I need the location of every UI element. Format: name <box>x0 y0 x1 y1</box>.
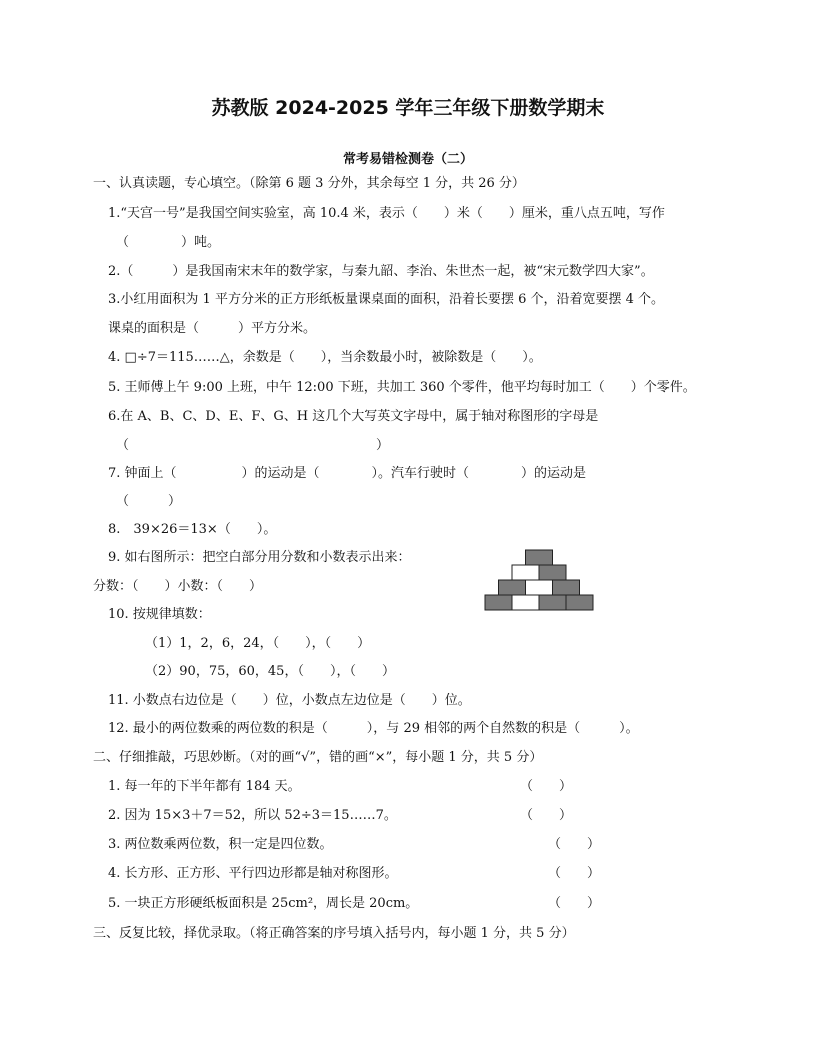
pyramid-brick-white <box>526 580 553 595</box>
q2-line: 2.（ ）是我国南宋末年的数学家，与秦九韶、李治、朱世杰一起，被“宋元数学四大家”。 <box>108 264 654 279</box>
judge-blank-1: （ ） <box>520 779 573 794</box>
q9-line1: 9. 如右图所示：把空白部分用分数和小数表示出来： <box>108 550 411 565</box>
q10-part1: （1）1，2，6，24，（ ），（ ） <box>145 636 371 651</box>
judge-blank-5: （ ） <box>548 896 601 911</box>
q8-line: 8. 39×26＝13×（ ）。 <box>108 522 277 537</box>
q4-line: 4. □÷7＝115……△，余数是（ ），当余数最小时，被除数是（ ）。 <box>108 350 542 365</box>
pyramid-brick-filled <box>566 595 593 610</box>
q10-part2: （2）90，75，60，45，（ ），（ ） <box>145 664 395 679</box>
q1-line1: 1.“天宫一号”是我国空间实验室，高 10.4 米，表示（ ）米（ ）厘米，重八点五吨，写作 <box>108 206 665 221</box>
judge-blank-4: （ ） <box>548 866 601 881</box>
judge-item-1: 1. 每一年的下半年都有 184 天。 <box>108 779 301 794</box>
q12-line: 12. 最小的两位数乘的两位数的积是（ ），与 29 相邻的两个自然数的积是（ ）。 <box>108 721 639 736</box>
pyramid-brick-filled <box>539 565 566 580</box>
q6-line2: （ ） <box>116 438 390 453</box>
judge-item-4: 4. 长方形、正方形、平行四边形都是轴对称图形。 <box>108 866 398 881</box>
judge-item-2: 2. 因为 15×3＋7＝52，所以 52÷3＝15……7。 <box>108 808 397 823</box>
pyramid-brick-filled <box>553 580 580 595</box>
q5-line: 5. 王师傅上午 9:00 上班，中午 12:00 下班，共加工 360 个零件，他平均每时加工（ ）个零件。 <box>108 380 696 395</box>
pyramid-brick-white <box>512 595 539 610</box>
judge-item-5: 5. 一块正方形硬纸板面积是 25cm²，周长是 20cm。 <box>108 896 419 911</box>
section3-heading: 三、反复比较，择优录取。（将正确答案的序号填入括号内，每小题 1 分，共 5 分） <box>93 926 575 941</box>
page-title: 苏教版 2024-2025 学年三年级下册数学期末 <box>211 97 605 119</box>
section1-heading: 一、认真读题，专心填空。（除第 6 题 3 分外，其余每空 1 分，共 26 分） <box>93 176 525 191</box>
q3-line2: 课桌的面积是（ ）平方分米。 <box>108 321 317 336</box>
q11-line: 11. 小数点右边位是（ ）位，小数点左边位是（ ）位。 <box>108 693 471 708</box>
q10-line: 10. 按规律填数： <box>108 607 211 622</box>
q7-line2: （ ） <box>116 494 182 509</box>
brick-pyramid-figure <box>484 549 594 611</box>
q6-line1: 6.在 A、B、C、D、E、F、G、H 这几个大写英文字母中，属于轴对称图形的字母是 <box>108 409 599 424</box>
q9-line2: 分数：（ ）小数：（ ） <box>93 579 263 594</box>
pyramid-brick-white <box>512 565 539 580</box>
judge-blank-3: （ ） <box>548 837 601 852</box>
pyramid-brick-filled <box>526 550 553 565</box>
q3-line1: 3.小红用面积为 1 平方分米的正方形纸板量课桌面的面积，沿着长要摆 6 个，沿着宽要摆 4 个。 <box>108 292 665 307</box>
judge-item-3: 3. 两位数乘两位数，积一定是四位数。 <box>108 837 333 852</box>
q7-line1: 7. 钟面上（ ）的运动是（ ）。汽车行驶时（ ）的运动是 <box>108 466 587 481</box>
pyramid-brick-filled <box>539 595 566 610</box>
page-subtitle: 常考易错检测卷（二） <box>342 152 473 167</box>
section2-heading: 二、仔细推敲，巧思妙断。（对的画“√”，错的画“×”，每小题 1 分，共 5 分） <box>93 750 543 765</box>
pyramid-brick-filled <box>485 595 512 610</box>
pyramid-brick-filled <box>499 580 526 595</box>
judge-blank-2: （ ） <box>520 808 573 823</box>
q1-line2: （ ）吨。 <box>116 235 221 250</box>
